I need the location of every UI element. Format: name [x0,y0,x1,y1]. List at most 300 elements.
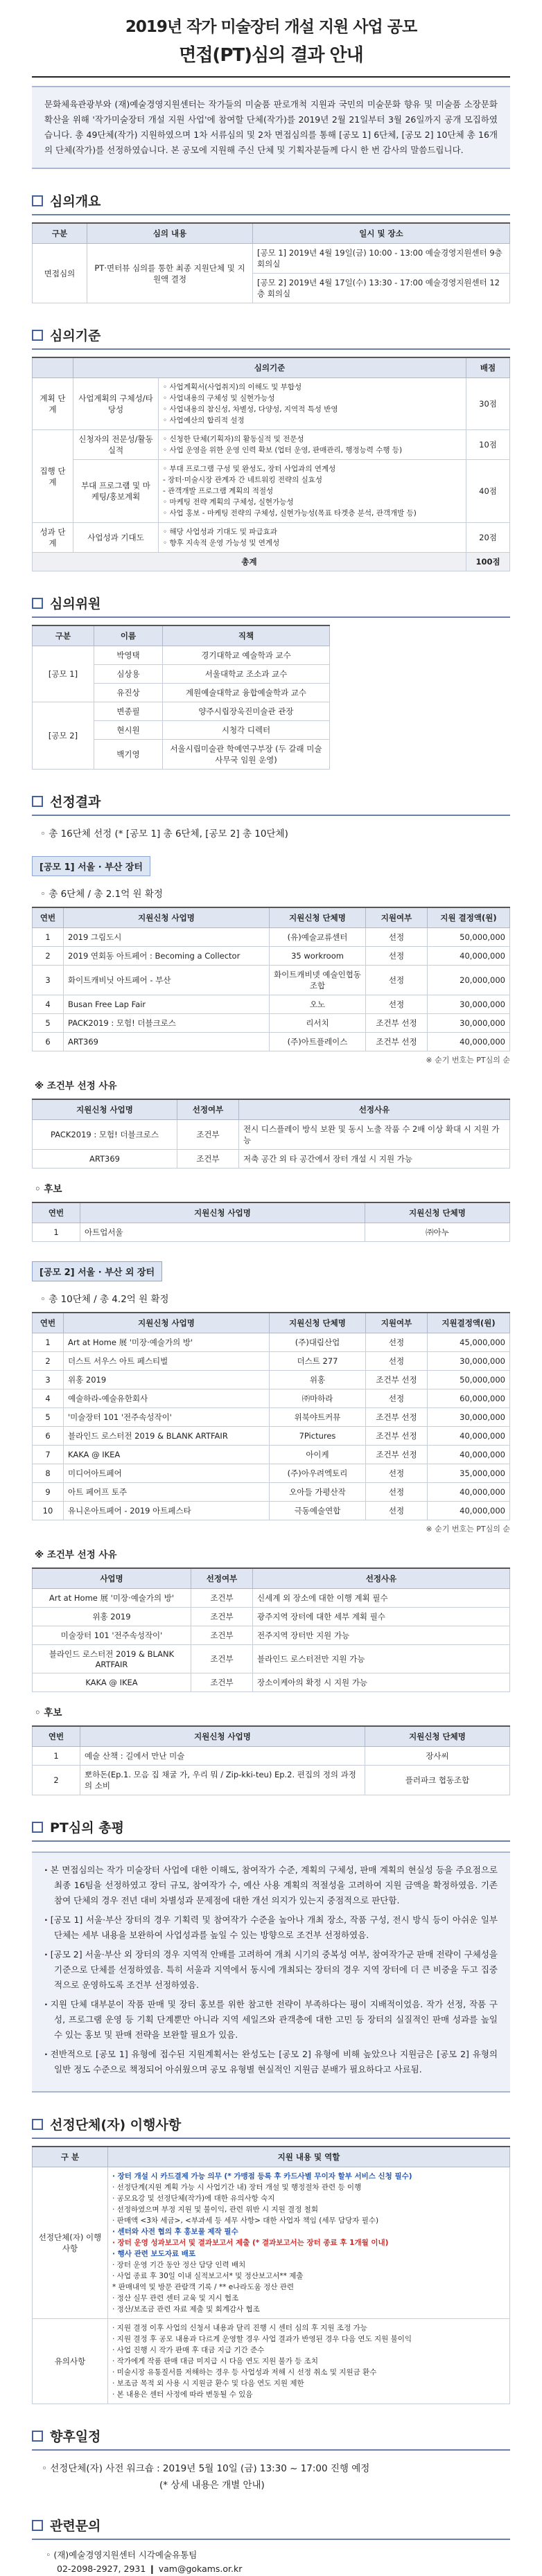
table-row [33,1352,510,1371]
title-divider [32,76,510,78]
selection-status: 조건부 선정 [366,1371,428,1389]
group1-cond-heading: ※ 조건부 선정 사유 [35,1081,117,1092]
grant-amount: 50,000,000 [428,928,510,947]
org-name: 7Pictures [270,1427,366,1446]
selection-status: 조건부 [191,1608,253,1626]
review-item: · [공모 1] 서울·부산 장터의 경우 기획력 및 참여작가 수준을 높아나 개최 장소, 작품 구성, 전시 방식 등이 아쉬운 일부 단체는 세부 내용을 보완하여 사업성과를 높일 수 있는 방향으로 조건부 선정하였음. [44,1915,498,1940]
table-row [33,966,510,995]
selection-status: 선정 [366,1483,428,1502]
table-header-cell: 지원신청 사업명 [80,1202,365,1223]
selection-status: 조건부 선정 [366,1408,428,1427]
committee-name: 백기영 [94,740,163,770]
selection-status: 선정 [366,928,428,947]
grant-amount: 40,000,000 [428,1502,510,1520]
doc-title-line2: 면접(PT)심의 결과 안내 [179,45,363,66]
overview-label: 면접심의 [33,244,87,303]
section-results-heading [32,792,510,816]
section-title: 선정결과 [50,794,101,810]
table-header-cell: 심의 내용 [87,223,253,244]
grant-amount: 40,000,000 [428,1483,510,1502]
row-number: 1 [33,928,64,947]
table-header-cell: 지원 내용 및 역할 [108,2147,510,2167]
section-obligations-heading [32,2115,510,2139]
doc-title-line1: 2019년 작가 미술장터 개설 지원 사업 공모 [125,18,417,36]
selection-status: 조건부 [177,1150,239,1169]
grant-amount: 40,000,000 [428,1427,510,1446]
obligation-item: · 판매액 <3차 세금>, <부과세 등 세무 사항> 대한 사업자 책임 (세무 담당자 필수) [112,2217,379,2225]
grant-amount: 40,000,000 [428,1033,510,1051]
committee-name: 변종필 [94,702,163,721]
review-item: · 본 면접심의는 작가 미술장터 사업에 대한 이해도, 참여작가 수준, 계획의 구체성, 판매 계획의 현실성 등을 주요점으로 최종 16팀을 선정하였고 장터 규모, 참여작가 수, 예산 사용 계획의 적절성을 고려하여 지원 금액을 확정하였음. 기존 참여 단체의 경우 전년 대비 차별성과 문제점에 대한 개선 의지가 있는지 중점적으로 판단함. [44,1865,498,1906]
table-row [33,1673,510,1692]
org-name: 오아들 가평산작 [270,1483,366,1502]
org-name: ㈜마하라 [270,1389,366,1408]
criteria-item: ◦ 마케팅 전략 계획의 구체성, 실현가능성 [163,498,294,506]
grant-amount: 50,000,000 [428,1371,510,1389]
group1-table-body [33,928,510,1051]
row-number: 6 [33,1427,64,1446]
review-text: 지원 단체 대부분이 작품 판매 및 장터 홍보를 위한 참고한 전략이 부족하다는 평이 지배적이었음. 작가 선정, 작품 구성, 프로그램 운영 등 기획 단계뿐만 아니라 지역 세일즈와 관객층에 대한 고민 등 장터의 실질적인 판매 성과를 높일 수 있는 홍보 및 판매 전략을 보완할 필요가 있음. [50,1999,498,2040]
notice-item: · 사업 진행 시 작가 판매 후 대금 지급 기간 준수 [112,2346,265,2354]
org-name: 위북야트커뮤 [270,1408,366,1427]
grant-amount: 30,000,000 [428,1352,510,1371]
committee-title: 양주시립장욱진미술관 관장 [163,702,330,721]
overview-table [32,222,510,303]
table-row [33,1464,510,1483]
table-row [33,1408,510,1427]
table-header-cell: 연번 [33,1726,80,1747]
project-name: 2019 그림도시 [64,928,270,947]
grant-amount: 30,000,000 [428,995,510,1014]
table-header-cell: 일시 및 장소 [253,223,510,244]
table-header-cell: 선정여부 [177,1099,239,1120]
group2-alt-heading: ◦ 후보 [35,1707,62,1718]
row-number: 1 [33,1747,80,1766]
table-header-cell: 사업명 [33,1568,191,1589]
table-row [33,2167,510,2319]
group2-cond-heading: ※ 조건부 선정 사유 [35,1549,117,1561]
square-bullet-icon [32,796,43,807]
section-title: 심의기준 [50,328,101,344]
table-header-cell: 지원여부 [366,1313,428,1333]
group1-cond-table [32,1099,510,1169]
table-row [33,1223,510,1242]
project-name: PACK2019 : 모험! 더블크로스 [33,1120,177,1150]
obligation-item: · 장터 운영 성과보고서 및 결과보고서 제출 (* 결과보고서는 장터 종료 후 1개월 이내) [112,2239,389,2247]
row-number: 4 [33,1389,64,1408]
selection-status: 조건부 선정 [366,1427,428,1446]
obligation-item: · 선정하였으며 부정 지원 및 불이익, 관련 위반 시 지원 결정 철회 [112,2205,318,2214]
review-text: [공모 2] 서울·부산 외 장터의 경우 지역적 안배를 고려하여 개최 시기의 중복성 여부, 참여작가군 판매 전략이 구체성을 기준으로 단체를 선정하였음. 특히 서울과 지역에서 동시에 개최되는 장터의 경우 지역 장터에 더 큰 비중을 두고 집중적으로 운영하도록 조건부 선정하였음. [50,1949,498,1990]
obligation-item: · 정산 실무 관련 센터 교육 및 지시 협조 [112,2294,239,2302]
criteria-name: 사업계획의 구체성/타당성 [73,378,159,430]
selection-reason: 광주지역 장터에 대한 세부 계획 필수 [253,1608,510,1626]
group2-table-body [33,1333,510,1520]
table-row [33,244,510,274]
table-header-cell: 연번 [33,1202,80,1223]
project-name: 유니온아트페어 - 2019 아트페스타 [64,1502,270,1520]
row-number: 4 [33,995,64,1014]
obligation-item: · 장터 개설 시 카드결제 가능 의무 (* 가맹점 등록 후 카드사별 무이자 할부 서비스 신청 필수) [112,2172,412,2180]
table-row [33,1427,510,1446]
section-committee-heading [32,594,510,618]
obligation-item: * 판매내역 및 방문 관람객 기록 / ** e나라도움 정산 관련 [112,2283,294,2291]
table-header-cell: 선정사유 [239,1099,510,1120]
grant-amount: 30,000,000 [428,1408,510,1427]
square-bullet-icon [32,598,43,609]
org-name: 플러파크 협동조합 [365,1766,510,1795]
selection-status: 선정 [366,1389,428,1408]
org-name: (주)아트플레이스 [270,1033,366,1051]
selection-status: 선정 [366,1464,428,1483]
contact-org: ◦ (재)예술경영지원센터 시각예술유통팀 [46,2550,198,2560]
table-header-cell: 심의기준 [73,357,466,378]
table-header-cell: 연번 [33,1313,64,1333]
selection-status: 선정 [366,1352,428,1371]
org-name: 아이케 [270,1446,366,1464]
criteria-item: ◦ 사업 운영을 위한 운영 인력 확보 (업터 운영, 판매관리, 행정능력 수행 등) [163,446,403,454]
project-name: 블라인드 로스터전 2019 & BLANK ARTFAIR [33,1645,191,1673]
obligation-item: · 행사 관련 보도자료 배포 [112,2250,196,2258]
table-header-cell [33,357,73,378]
criteria-item: - 장터·미술시장 관계자 간 네트워킹 전략의 실효성 [163,476,323,484]
committee-title: 서울대학교 조소과 교수 [163,665,330,684]
project-name: PACK2019 : 모험! 더블크로스 [64,1014,270,1033]
notice-item: · 작가에게 작품 판매 대금 미지급 시 다음 연도 지원 불가 등 조치 [112,2357,318,2365]
grant-amount: 45,000,000 [428,1333,510,1352]
table-header-cell: 이름 [94,625,163,646]
selection-status: 조건부 [191,1673,253,1692]
obligations-table [32,2146,510,2404]
overview-date-2: [공모 2] 2019년 4월 17일(수) 13:30 - 17:00 예술경영지원센터 12층 회의실 [253,274,510,303]
row-number: 10 [33,1502,64,1520]
group1-table [32,907,510,1051]
table-header-cell: 지원여부 [366,907,428,928]
project-name: ART369 [33,1150,177,1169]
group1-summary: ◦ 총 6단체 / 총 2.1억 원 확정 [40,889,163,900]
obligations-label: 선정단체(자) 이행사항 [33,2167,108,2319]
group2-table [32,1312,510,1520]
row-number: 3 [33,1371,64,1389]
obligation-item: · 공모요강 및 선정단체(작가)에 대한 유의사항 숙지 [112,2194,275,2203]
criteria-item: ◦ 사업 홍보 - 마케팅 전략의 구체성, 실현가능성(목표 타겟층 분석, 관객개발 등) [163,509,417,517]
grant-amount: 60,000,000 [428,1389,510,1408]
project-name: 2019 연회동 아트페어 : Becoming a Collector [64,947,270,966]
total-label: 총계 [33,553,466,571]
table-header-cell: 지원신청 단체명 [270,907,366,928]
org-name: (주)아우려엑토리 [270,1464,366,1483]
criteria-item: ◦ 사업내용의 참신성, 차별성, 다양성, 지역적 특성 반영 [163,405,338,414]
row-number: 9 [33,1483,64,1502]
table-header-cell: 배점 [466,357,510,378]
criteria-score: 30점 [466,378,510,430]
committee-table [32,625,330,770]
org-name: ㈜아누 [365,1223,510,1242]
row-number: 1 [33,1333,64,1352]
overview-date-1: [공모 1] 2019년 4월 19일(금) 10:00 - 13:00 예술경영지원센터 9층 회의실 [253,244,510,274]
criteria-name: 부대 프로그램 및 마케팅/홍보계획 [73,460,159,523]
schedule-block [42,2460,510,2494]
table-row [33,1483,510,1502]
table-row [33,1589,510,1608]
criteria-score: 10점 [466,430,510,460]
table-row [33,1766,510,1795]
project-name: 예술 산책 : 길에서 만난 미술 [80,1747,365,1766]
table-row [33,1446,510,1464]
project-name: 더스트 서우스 아트 페스티벌 [64,1352,270,1371]
group1-alt-body [33,1223,510,1242]
section-title: 심의위원 [50,596,101,612]
criteria-score: 40점 [466,460,510,523]
row-number: 8 [33,1464,64,1483]
project-name: 미디어아트페어 [64,1464,270,1483]
selection-status: 선정 [366,1502,428,1520]
criteria-name: 신청자의 전문성/활동실적 [73,430,159,460]
contact-phone-email: 02-2098-2927, 2931 ❙ vam@gokams.or.kr [57,2564,243,2574]
group2-alt-table [32,1725,510,1795]
selection-reason: 신세계 외 장소에 대한 이행 계획 필수 [253,1589,510,1608]
project-name: '미술장터 101 '전주속성작이' [64,1408,270,1427]
table-row [33,947,510,966]
org-name: (유)예술교류센터 [270,928,366,947]
project-name: Busan Free Lap Fair [64,995,270,1014]
table-header-cell: 지원결정액(원) [428,1313,510,1333]
table-row [33,1014,510,1033]
section-title: 향후일정 [50,2429,101,2444]
selection-status: 조건부 선정 [366,1014,428,1033]
table-row [33,1626,510,1645]
row-number: 2 [33,1766,80,1795]
overview-content: PT·면터뷰 심의를 통한 최종 지원단체 및 지원액 결정 [87,244,253,303]
schedule-note: (* 상세 내용은 개별 안내) [159,2480,265,2491]
obligation-item: · 센터와 사전 협의 후 홍보물 제작 필수 [112,2228,238,2236]
table-header-cell: 구분 [33,625,94,646]
review-item: · [공모 2] 서울·부산 외 장터의 경우 지역적 안배를 고려하여 개최 시기의 중복성 여부, 참여작가군 판매 전략이 구체성을 기준으로 단체를 선정하였음. 특히 서울과 지역에서 동시에 개최되는 장터의 경우 지역 장터에 더 큰 비중을 두고 집중적으로 운영하도록 조건부 선정하였음. [44,1949,498,1990]
table-row [33,1033,510,1051]
org-name: 더스트 277 [270,1352,366,1371]
criteria-name: 사업성과 기대도 [73,523,159,553]
group2-heading: [공모 2] 서울 · 부산 외 장터 [32,1261,162,1281]
row-number: 6 [33,1033,64,1051]
org-name: 위홍 [270,1371,366,1389]
obligation-item: · 사업 종료 후 30일 이내 실적보고서* 및 정산보고서** 제출 [112,2272,304,2280]
selection-status: 조건부 선정 [366,1446,428,1464]
section-contact-heading [32,2516,510,2540]
project-name: 아트업서울 [80,1223,365,1242]
review-text: [공모 1] 서울·부산 장터의 경우 기획력 및 참여작가 수준을 높아나 개최 장소, 작품 구성, 전시 방식 등이 아쉬운 일부 단체는 세부 내용을 보완하여 사업성과를 높일 수 있는 방향으로 조건부 선정하였음. [50,1915,498,1940]
square-bullet-icon [32,330,43,341]
review-text: 본 면접심의는 작가 미술장터 사업에 대한 이해도, 참여작가 수준, 계획의 구체성, 판매 계획의 현실성 등을 주요점으로 최종 16팀을 선정하였고 장터 규모, 참여작가 수, 예산 사용 계획의 적절성을 고려하여 지원 금액을 확정하였음. 기존 참여 단체의 경우 전년 대비 차별성과 문제점에 대한 개선 의지가 있는지 중점적으로 판단함. [50,1865,498,1906]
selection-reason: 장소이케아의 확정 시 지원 가능 [253,1673,510,1692]
group2-summary: ◦ 총 10단체 / 총 4.2억 원 확정 [40,1294,169,1305]
project-name: 위홍 2019 [33,1608,191,1626]
intro-box: 문화체육관광부와 (재)예술경영지원센터는 작가들의 미술품 판로개척 지원과 국민의 미술문화 향유 및 미술품 소장문화 확산을 위해 '작가미술장터 개설 지원 사업'에 참여할 단체(작가)를 2019년 2월 21일부터 3월 26일까지 공개 모집하였습니다. 총 49단체(작가) 지원하였으며 1차 서류심의 및 2차 면접심의를 통해 [공모 1] 6단체, [공모 2] 10단체 총 16개의 단체(작가)를 선정하였습니다. 본 공모에 지원해 주신 단체 및 기획자분들께 다시 한 번 감사의 말씀드립니다. [32,86,510,169]
table-header-cell: 구 분 [33,2147,108,2167]
grant-amount: 40,000,000 [428,947,510,966]
group2-cond-body [33,1589,510,1692]
selection-reason: 저축 공간 외 타 공간에서 장터 개설 시 지원 가능 [239,1150,510,1169]
selection-status: 조건부 [191,1626,253,1645]
committee-name: 유진상 [94,684,163,702]
org-name: (주)대림산업 [270,1333,366,1352]
selection-status: 선정 [366,1333,428,1352]
section-criteria-heading [32,326,510,350]
notice-item: · 지원 결정 이후 사업의 신청서 내용과 달리 진행 시 센터 심의 후 지원 조정 가능 [112,2324,367,2332]
table-row [33,1645,510,1673]
table-header-cell: 지원신청 사업명 [64,907,270,928]
table-header-cell: 지원신청 사업명 [80,1726,365,1747]
criteria-item: ◦ 사업계획서(사업취지)의 이해도 및 부합성 [163,383,302,391]
criteria-item: ◦ 사업예산의 합리적 설정 [163,416,245,425]
contact-block [46,2548,510,2576]
selection-reason: 블라인드 로스터전만 지원 가능 [253,1645,510,1673]
criteria-area: 집행 단계 [33,430,73,523]
table-header-cell: 지원신청 단체명 [365,1726,510,1747]
table-header-cell: 연번 [33,907,64,928]
org-name: 화이트캐비넷 예술인협동조합 [270,966,366,995]
section-review-heading [32,1818,510,1842]
obligation-item: · 선정단계(지원 계획 가능 시 사업기간 내) 장터 개설 및 행정절차 관련 등 이행 [112,2183,362,2192]
group1-alt-table [32,1202,510,1242]
schedule-line: ◦ 선정단체(자) 사전 워크숍 : 2019년 5월 10일 (금) 13:30 ~ 17:00 진행 예정 [42,2463,370,2474]
review-item: · 전반적으로 [공모 1] 유형에 접수된 지원계획서는 완성도는 [공모 2] 유형에 비해 높았으나 지원금은 [공모 2] 유형의 일반 정도 수준으로 책정되어 아쉬웠으며 공모 유형별 현실적인 지원금 분배가 필요하다고 사료됨. [44,2049,498,2075]
section-schedule-heading [32,2426,510,2451]
table-row [33,928,510,947]
table-row [33,523,510,553]
table-header-cell: 선정여부 [191,1568,253,1589]
org-name: 리서치 [270,1014,366,1033]
row-number: 5 [33,1408,64,1427]
project-name: 뽀하돈(Ep.1. 모음 집 채굴 가, 우리 뭐 / Zip-kki-teu) Ep.2. 편집의 정의 과정의 소비 [80,1766,365,1795]
committee-group: [공모 1] [33,646,94,702]
notice-item: · 미술시장 유통질서를 저해하는 경우 등 사업성과 저해 시 선정 취소 및 지원금 환수 [112,2368,377,2377]
square-bullet-icon [32,2431,43,2442]
row-number: 3 [33,966,64,995]
table-row [33,1502,510,1520]
row-number: 7 [33,1446,64,1464]
row-number: 5 [33,1014,64,1033]
table-row [33,1608,510,1626]
selection-status: 선정 [366,995,428,1014]
criteria-item: - 관객개발 프로그램 계획의 적절성 [163,487,274,495]
criteria-item: ◦ 부대 프로그램 구성 및 완성도, 장터 사업과의 연계성 [163,465,336,473]
org-name: 극동예술연합 [270,1502,366,1520]
notice-item: · 보조금 목적 외 사용 시 지원금 환수 및 다음 연도 지원 제한 [112,2379,304,2388]
selection-status: 조건부 [191,1589,253,1608]
obligation-item: · 정산/보조금 관련 자료 제출 및 회계감사 협조 [112,2305,260,2313]
group1-cond-body [33,1120,510,1169]
results-summary: ◦ 총 16단체 선정 (* [공모 1] 총 6단체, [공모 2] 총 10단체) [40,828,288,840]
obligation-item: · 장터 운영 기간 동안 정산 담당 인력 배치 [112,2261,246,2269]
review-item: · 지원 단체 대부분이 작품 판매 및 장터 홍보를 위한 참고한 전략이 부족하다는 평이 지배적이었음. 작가 선정, 작품 구성, 프로그램 운영 등 기획 단계뿐만 아니라 지역 세일즈와 관객층에 대한 고민 등 장터의 실질적인 판매 성과를 높일 수 있는 홍보 및 판매 전략을 보완할 필요가 있음. [44,1999,498,2040]
title-block [32,0,510,66]
table-row [33,2319,510,2404]
criteria-item: ◦ 향후 지속적 운영 가능성 및 연계성 [163,539,280,547]
org-name: 장사씨 [365,1747,510,1766]
group2-cond-table [32,1567,510,1692]
criteria-score: 20점 [466,523,510,553]
row-number: 2 [33,947,64,966]
group1-alt-heading: ◦ 후보 [35,1184,62,1195]
table-row [33,1389,510,1408]
selection-status: 조건부 선정 [366,1033,428,1051]
table-row [33,430,510,460]
square-bullet-icon [32,195,43,206]
table-row [33,995,510,1014]
project-name: Art at Home 展 '미장·예술가의 방' [33,1589,191,1608]
org-name: 오노 [270,995,366,1014]
committee-title: 계원예술대학교 융합예술학과 교수 [163,684,330,702]
table-row [33,702,330,721]
committee-name: 심상용 [94,665,163,684]
committee-name: 현시원 [94,721,163,740]
table-row [33,378,510,430]
group1-heading: [공모 1] 서울 · 부산 장터 [32,856,150,876]
review-text: 전반적으로 [공모 1] 유형에 접수된 지원계획서는 완성도는 [공모 2] 유형에 비해 높았으나 지원금은 [공모 2] 유형의 일반 정도 수준으로 책정되어 아쉬웠으며 공모 유형별 현실적인 지원금 분배가 필요하다고 사료됨. [50,2049,498,2075]
group1-note: ※ 순기 번호는 PT심의 순 [426,1056,510,1065]
notice-list [108,2319,510,2404]
table-row [33,1371,510,1389]
selection-status: 선정 [366,947,428,966]
notice-item: · 지원 결정 후 공모 내용과 다르게 운영할 경우 사업 결과가 반영된 경우 다음 연도 지원 불이익 [112,2335,412,2343]
selection-status: 조건부 [177,1120,239,1150]
table-header-cell: 지원신청 사업명 [33,1099,177,1120]
criteria-item: ◦ 사업내용의 구체성 및 실현가능성 [163,394,275,402]
table-header-cell: 지원신청 사업명 [64,1313,270,1333]
selection-status: 조건부 [191,1645,253,1673]
review-box [32,1851,510,2093]
row-number: 2 [33,1352,64,1371]
notice-label: 유의사항 [33,2319,108,2404]
selection-status: 선정 [366,966,428,995]
table-row [33,1120,510,1150]
section-title: PT심의 총평 [50,1820,124,1836]
selection-reason: 전시 디스플레이 방식 보완 및 동시 노출 작품 수 2배 이상 확대 시 지원 가능 [239,1120,510,1150]
committee-name: 박영택 [94,646,163,665]
criteria-item: ◦ 해당 사업성과 기대도 및 파급효과 [163,528,277,536]
project-name: 예술하라-예술유한회사 [64,1389,270,1408]
project-name: 화이트캐비닛 아트페어 - 부산 [64,966,270,995]
project-name: 위홍 2019 [64,1371,270,1389]
project-name: 아트 페어프 토주 [64,1483,270,1502]
committee-title: 시청각 디렉터 [163,721,330,740]
project-name: 블라인드 로스터전 2019 & BLANK ARTFAIR [64,1427,270,1446]
section-title: 관련문의 [50,2519,101,2534]
section-title: 심의개요 [50,194,101,209]
criteria-area: 성과 단계 [33,523,73,553]
table-header-cell: 선정사유 [253,1568,510,1589]
selection-reason: 전주지역 장터만 지원 가능 [253,1626,510,1645]
total-score: 100점 [466,553,510,571]
table-total-row [33,553,510,571]
grant-amount: 35,000,000 [428,1464,510,1483]
criteria-item: ◦ 신청한 단체(기획자)의 활동실적 및 전문성 [163,435,304,443]
committee-group: [공모 2] [33,702,94,770]
project-name: ART369 [64,1033,270,1051]
table-row [33,1333,510,1352]
table-row [33,1150,510,1169]
row-number: 1 [33,1223,80,1242]
section-title: 선정단체(자) 이행사항 [50,2117,182,2133]
group2-alt-body [33,1747,510,1795]
criteria-area: 계획 단계 [33,378,73,430]
table-row [33,460,510,523]
table-row [33,646,330,665]
grant-amount: 20,000,000 [428,966,510,995]
project-name: KAKA @ IKEA [64,1446,270,1464]
obligations-list [108,2167,510,2319]
project-name: KAKA @ IKEA [33,1673,191,1692]
